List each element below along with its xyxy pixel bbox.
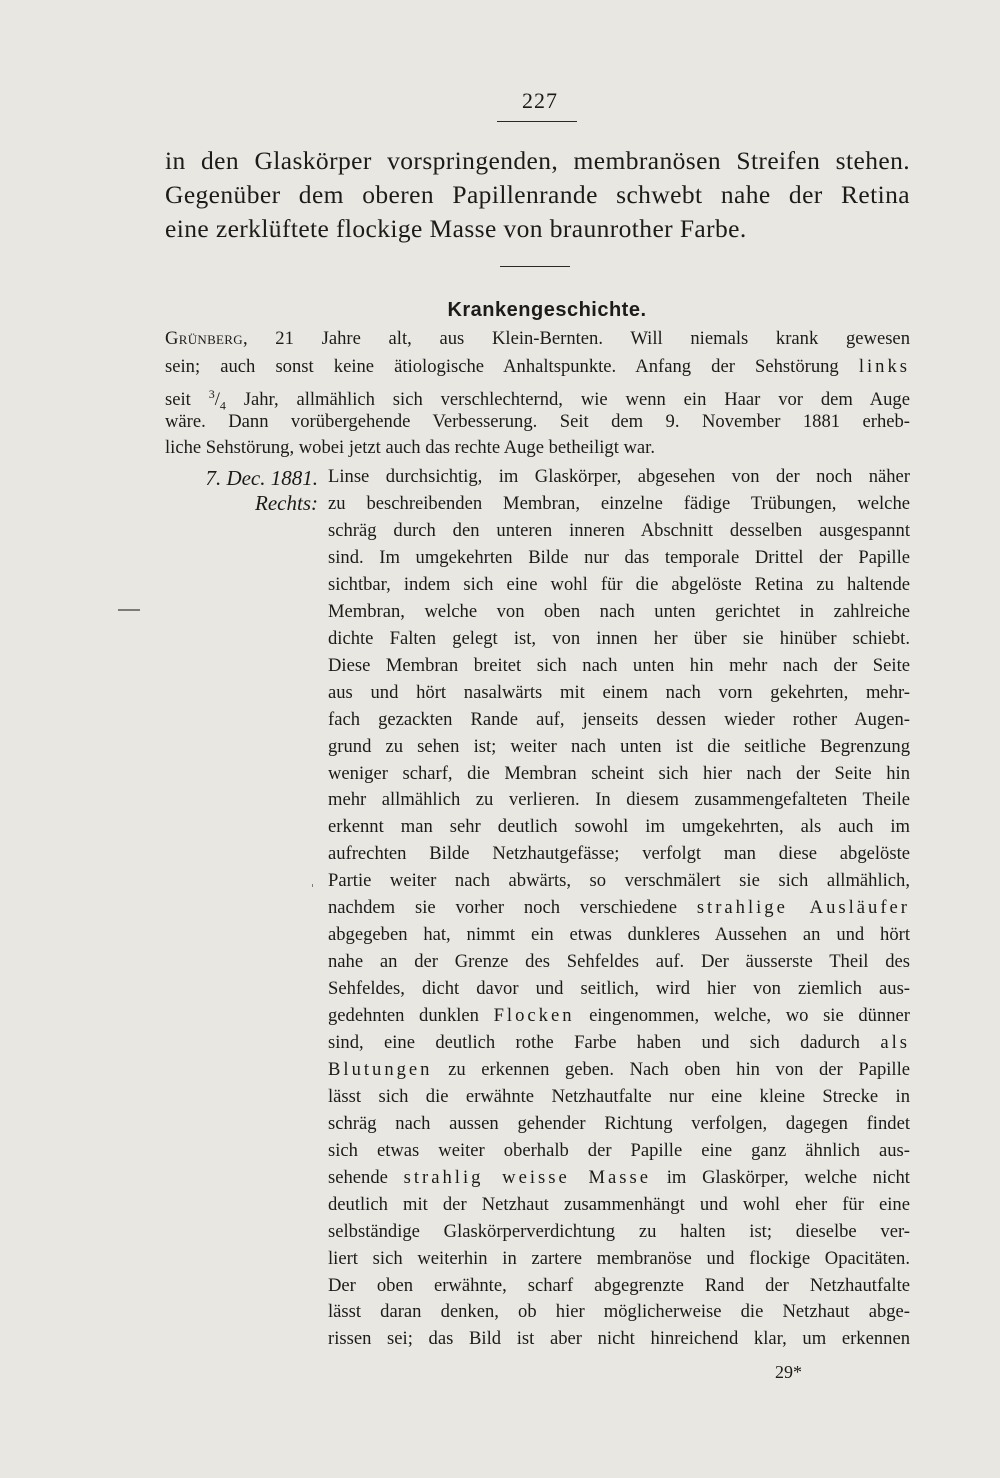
fraction-separator: / xyxy=(214,389,220,411)
findings-line: aus und hört nasalwärts mit einem nach vorn gekehrten, mehr- xyxy=(328,681,910,703)
findings-line: schräg durch den unteren inneren Abschnitt desselben ausgespannt xyxy=(328,519,910,541)
margin-side: Rechts: xyxy=(255,491,318,515)
page-number: 227 xyxy=(522,88,558,113)
findings-line: nahe an der Grenze des Sehfeldes auf. Der äusserste Theil des xyxy=(328,951,910,973)
findings-line: sich etwas weiter oberhalb der Papille eine ganz ähnlich aus- xyxy=(328,1139,910,1161)
signature-mark: 29* xyxy=(775,1362,802,1382)
findings-line xyxy=(328,1165,910,1191)
findings-text: im Glaskörper, welche nicht xyxy=(651,1166,910,1188)
findings-text: eingenommen, welche, wo sie dünner xyxy=(574,1005,910,1026)
findings-line xyxy=(328,895,910,921)
intro-line: in den Glaskörper vorspringenden, membranösen Streifen stehen. xyxy=(165,146,910,175)
fraction-denominator: 4 xyxy=(219,398,226,413)
findings-line: mehr allmählich zu verlieren. In diesem zusammengefalteten Theile xyxy=(328,789,910,811)
findings-line: Membran, welche von oben nach unten gerichtet in zahlreiche xyxy=(328,600,910,622)
findings-line: grund zu sehen ist; weiter nach unten ist die seitliche Begrenzung xyxy=(328,735,910,757)
intro-line: eine zerklüftete flockige Masse von braunrother Farbe. xyxy=(165,214,747,243)
findings-line: lässt daran denken, ob hier möglicherweise die Netzhaut abge- xyxy=(328,1301,910,1323)
findings-line xyxy=(328,1030,910,1056)
findings-line: fach gezackten Rande auf, jenseits dessen wieder rother Augen- xyxy=(328,708,910,730)
findings-line: liert sich weiterhin in zartere membranöse und flockige Opacitäten. xyxy=(328,1247,910,1269)
page-number-rule xyxy=(497,121,577,122)
findings-line: erkennt man sehr deutlich sowohl im umgekehrten, als auch im xyxy=(328,816,910,838)
emphasized-text: Flocken xyxy=(493,1005,575,1026)
findings-line: lässt sich die erwähnte Netzhautfalte nur eine kleine Strecke in xyxy=(328,1085,910,1107)
findings-line: Sehfeldes, dicht davor und seitlich, wird hier von ziemlich aus- xyxy=(328,978,910,999)
history-line: wäre. Dann vorübergehende Verbesserung. Seit dem 9. November 1881 erheb- xyxy=(165,411,910,432)
findings-line: sind. Im umgekehrten Bilde nur das temporale Drittel der Papille xyxy=(328,546,910,568)
findings-text: gedehnten dunklen xyxy=(328,1005,494,1026)
findings-line: deutlich mit der Netzhaut zusammenhängt und wohl eher für eine xyxy=(328,1193,910,1215)
findings-text: sehende xyxy=(328,1166,404,1188)
findings-line: Der oben erwähnte, scharf abgegrenzte Rand der Netzhautfalte xyxy=(328,1274,910,1296)
fraction xyxy=(208,387,226,413)
findings-line: weniger scharf, die Membran scheint sich hier nach der Seite hin xyxy=(328,762,910,784)
findings-line xyxy=(328,1003,910,1029)
history-line: liche Sehstörung, wobei jetzt auch das rechte Auge betheiligt war. xyxy=(165,437,656,458)
findings-line: selbständige Glaskörperverdichtung zu halten ist; dieselbe ver- xyxy=(328,1220,910,1242)
patient-name: Grünberg xyxy=(165,328,243,349)
findings-line: Diese Membran breitet sich nach unten hin mehr nach der Seite xyxy=(328,654,910,676)
findings-line xyxy=(328,1057,910,1083)
history-line xyxy=(165,354,910,380)
fraction-numerator: 3 xyxy=(208,387,215,401)
findings-line: aufrechten Bilde Netzhautgefässe; verfolgt man diese abgelöste xyxy=(328,843,910,865)
findings-line: Partie weiter nach abwärts, so verschmälert sie sich allmählich, xyxy=(328,870,910,892)
findings-text: sind, eine deutlich rothe Farbe haben und sich dadurch xyxy=(328,1031,881,1053)
history-text: sein; auch sonst keine ätiologische Anhaltspunkte. Anfang der Sehstörung xyxy=(165,356,839,377)
margin-date: 7. Dec. 1881. xyxy=(205,466,318,490)
findings-line: schräg nach aussen gehender Richtung verfolgen, dagegen findet xyxy=(328,1112,910,1134)
findings-line: abgegeben hat, nimmt ein etwas dunkleres Aussehen an und hört xyxy=(328,924,910,946)
emphasized-text: links xyxy=(858,356,911,377)
history-line xyxy=(165,326,910,352)
history-text: Jahr, allmählich sich verschlechternd, wie wenn ein Haar vor dem Auge xyxy=(225,389,910,411)
findings-text: nachdem sie vorher noch verschiedene xyxy=(328,897,697,919)
intro-line: Gegenüber dem oberen Papillenrande schwebt nahe der Retina xyxy=(165,180,910,209)
findings-line: zu beschreibenden Membran, einzelne fädige Trübungen, welche xyxy=(328,492,910,514)
findings-line: sichtbar, indem sich eine wohl für die abgelöste Retina zu haltende xyxy=(328,573,910,595)
emphasized-text: strahlig weisse Masse xyxy=(403,1166,651,1188)
emphasized-text: als xyxy=(880,1031,910,1053)
history-text: , 21 Jahre alt, aus Klein-Bernten. Will niemals krank gewesen xyxy=(242,328,910,349)
findings-text: zu erkennen geben. Nach oben hin von der Papille xyxy=(432,1058,910,1080)
margin-mark xyxy=(118,609,140,611)
section-separator xyxy=(500,266,570,267)
findings-line: dichte Falten gelegt ist, von innen her über sie hinüber schiebt. xyxy=(328,627,910,649)
history-text: seit xyxy=(165,389,209,411)
findings-line: Linse durchsichtig, im Glaskörper, abgesehen von der noch näher xyxy=(328,466,910,487)
emphasized-text: strahlige Ausläufer xyxy=(696,897,910,919)
emphasized-text: Blutungen xyxy=(328,1058,433,1080)
section-heading: Krankengeschichte. xyxy=(447,299,647,321)
margin-mark xyxy=(312,884,313,887)
findings-line: rissen sei; das Bild ist aber nicht hinreichend klar, um erkennen xyxy=(328,1328,910,1350)
